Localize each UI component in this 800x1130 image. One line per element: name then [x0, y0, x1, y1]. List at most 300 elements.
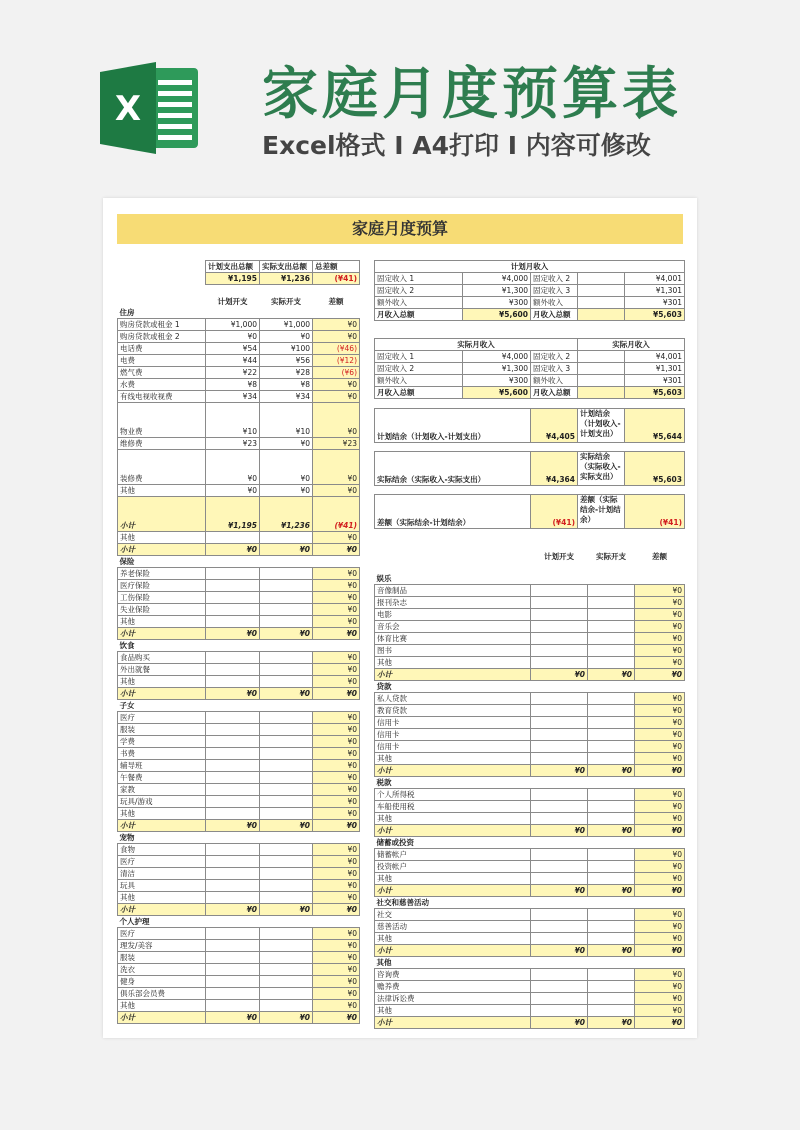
planned-cell[interactable]: ¥0 — [206, 485, 260, 497]
income-value-2[interactable]: ¥5,603 — [625, 309, 685, 321]
actual-cell[interactable] — [588, 933, 635, 945]
difference-cell[interactable]: ¥0 — [635, 1017, 685, 1029]
planned-cell[interactable] — [206, 1000, 260, 1012]
table-row — [118, 712, 360, 724]
actual-cell[interactable] — [588, 873, 635, 885]
actual-cell[interactable]: ¥0 — [588, 669, 635, 681]
difference-cell[interactable]: ¥0 — [313, 820, 360, 832]
difference-cell[interactable]: ¥0 — [635, 765, 685, 777]
difference-cell[interactable]: ¥0 — [635, 849, 685, 861]
actual-cell[interactable] — [260, 712, 313, 724]
actual-cell[interactable]: ¥28 — [260, 367, 313, 379]
difference-cell[interactable]: ¥0 — [635, 741, 685, 753]
difference-cell[interactable]: ¥0 — [635, 789, 685, 801]
actual-cell[interactable] — [588, 729, 635, 741]
row-label: 音乐会 — [375, 621, 531, 633]
actual-cell[interactable] — [588, 621, 635, 633]
planned-cell[interactable]: ¥0 — [206, 688, 260, 700]
actual-cell[interactable] — [588, 609, 635, 621]
planned-cell[interactable] — [531, 633, 588, 645]
table-row — [118, 367, 360, 379]
planned-cell[interactable] — [531, 921, 588, 933]
actual-cell[interactable] — [260, 844, 313, 856]
income-value-2[interactable]: ¥1,301 — [625, 363, 685, 375]
difference-cell[interactable]: ¥0 — [635, 861, 685, 873]
difference-cell[interactable]: ¥0 — [313, 391, 360, 403]
actual-cell[interactable]: ¥0 — [260, 450, 313, 485]
planned-cell[interactable] — [206, 568, 260, 580]
section-title: 其他 — [376, 958, 392, 967]
planned-cell[interactable] — [531, 657, 588, 669]
actual-cell[interactable]: ¥0 — [260, 688, 313, 700]
table-row — [118, 592, 360, 604]
table-row — [375, 729, 685, 741]
actual-cell[interactable] — [588, 1005, 635, 1017]
actual-cell[interactable] — [260, 892, 313, 904]
table-row — [118, 988, 360, 1000]
income-value-2[interactable]: ¥4,001 — [625, 273, 685, 285]
table-row — [118, 1000, 360, 1012]
income-label: 月收入总额 — [375, 387, 463, 399]
actual-cell[interactable]: ¥0 — [260, 438, 313, 450]
income-value[interactable]: ¥1,300 — [463, 285, 531, 297]
difference-cell[interactable]: ¥0 — [313, 748, 360, 760]
planned-cell[interactable] — [531, 849, 588, 861]
row-label: 养老保险 — [118, 568, 206, 580]
planned-cell[interactable] — [206, 652, 260, 664]
income-value-2[interactable]: ¥301 — [625, 297, 685, 309]
actual-cell[interactable] — [260, 868, 313, 880]
planned-cell[interactable]: ¥34 — [206, 391, 260, 403]
difference-cell[interactable]: ¥0 — [313, 485, 360, 497]
actual-cell[interactable] — [260, 532, 313, 544]
actual-cell[interactable] — [588, 633, 635, 645]
difference-cell[interactable]: ¥0 — [313, 379, 360, 391]
difference-cell[interactable]: ¥0 — [635, 717, 685, 729]
difference-cell[interactable]: ¥0 — [635, 705, 685, 717]
balance-value[interactable]: (¥41) — [531, 495, 578, 529]
actual-cell[interactable] — [260, 1000, 313, 1012]
table-row — [375, 609, 685, 621]
actual-cell[interactable] — [260, 988, 313, 1000]
difference-cell[interactable]: ¥0 — [313, 319, 360, 331]
difference-cell[interactable]: ¥0 — [313, 952, 360, 964]
planned-cell[interactable] — [531, 585, 588, 597]
planned-cell[interactable] — [531, 729, 588, 741]
difference-cell[interactable]: ¥0 — [313, 976, 360, 988]
planned-cell[interactable] — [531, 813, 588, 825]
difference-cell[interactable]: ¥0 — [635, 753, 685, 765]
actual-cell[interactable]: ¥0 — [260, 1012, 313, 1024]
difference-cell[interactable]: ¥0 — [635, 873, 685, 885]
actual-cell[interactable] — [588, 597, 635, 609]
planned-cell[interactable] — [531, 981, 588, 993]
planned-cell[interactable] — [206, 952, 260, 964]
planned-cell[interactable] — [206, 748, 260, 760]
difference-cell[interactable]: ¥0 — [313, 760, 360, 772]
section-header-row — [375, 681, 685, 693]
difference-cell[interactable]: ¥0 — [313, 736, 360, 748]
difference-cell[interactable]: ¥0 — [313, 676, 360, 688]
income-value-2[interactable]: ¥5,603 — [625, 387, 685, 399]
planned-cell[interactable] — [206, 592, 260, 604]
actual-cell[interactable]: ¥10 — [260, 403, 313, 438]
actual-cell[interactable] — [260, 652, 313, 664]
planned-cell[interactable] — [531, 741, 588, 753]
difference-cell[interactable]: ¥0 — [635, 801, 685, 813]
difference-cell[interactable]: ¥0 — [635, 669, 685, 681]
planned-cell[interactable]: ¥44 — [206, 355, 260, 367]
planned-cell[interactable] — [206, 928, 260, 940]
difference-cell[interactable]: ¥0 — [313, 403, 360, 438]
planned-cell[interactable] — [206, 808, 260, 820]
difference-cell[interactable]: ¥0 — [313, 331, 360, 343]
difference-cell[interactable]: ¥0 — [635, 981, 685, 993]
table-row — [375, 909, 685, 921]
planned-cell[interactable] — [206, 988, 260, 1000]
actual-cell[interactable]: ¥0 — [588, 885, 635, 897]
planned-cell[interactable]: ¥0 — [531, 765, 588, 777]
planned-cell[interactable] — [531, 909, 588, 921]
actual-cell[interactable] — [260, 664, 313, 676]
actual-cell[interactable] — [588, 789, 635, 801]
planned-cell[interactable] — [206, 856, 260, 868]
difference-cell[interactable]: ¥0 — [313, 652, 360, 664]
actual-cell[interactable] — [588, 585, 635, 597]
planned-cell[interactable] — [206, 796, 260, 808]
actual-cell[interactable] — [588, 849, 635, 861]
planned-cell[interactable] — [206, 772, 260, 784]
actual-cell[interactable]: ¥0 — [588, 825, 635, 837]
actual-cell[interactable]: ¥0 — [588, 945, 635, 957]
planned-cell[interactable] — [531, 789, 588, 801]
difference-cell[interactable]: ¥0 — [313, 856, 360, 868]
actual-cell[interactable] — [260, 796, 313, 808]
planned-cell[interactable] — [206, 880, 260, 892]
planned-cell[interactable] — [531, 705, 588, 717]
planned-cell[interactable]: ¥0 — [206, 820, 260, 832]
difference-cell[interactable]: ¥0 — [635, 1005, 685, 1017]
difference-cell[interactable]: ¥0 — [313, 568, 360, 580]
planned-cell[interactable] — [206, 784, 260, 796]
difference-cell[interactable]: ¥0 — [313, 880, 360, 892]
planned-cell[interactable]: ¥0 — [531, 1017, 588, 1029]
actual-cell[interactable] — [260, 760, 313, 772]
actual-cell[interactable] — [588, 921, 635, 933]
planned-cell[interactable]: ¥23 — [206, 438, 260, 450]
difference-cell[interactable]: ¥0 — [313, 604, 360, 616]
difference-cell[interactable]: ¥0 — [635, 921, 685, 933]
actual-cell[interactable] — [260, 568, 313, 580]
difference-cell[interactable]: ¥0 — [635, 945, 685, 957]
difference-cell[interactable]: ¥0 — [313, 844, 360, 856]
income-row — [375, 363, 685, 375]
section-header-row — [118, 640, 360, 652]
actual-cell[interactable] — [260, 952, 313, 964]
difference-cell[interactable]: ¥0 — [635, 645, 685, 657]
planned-cell[interactable] — [531, 1005, 588, 1017]
difference-cell[interactable]: ¥0 — [313, 664, 360, 676]
difference-cell[interactable]: ¥0 — [313, 868, 360, 880]
difference-cell[interactable]: ¥0 — [313, 580, 360, 592]
difference-cell[interactable]: ¥0 — [313, 964, 360, 976]
planned-cell[interactable] — [531, 753, 588, 765]
planned-cell[interactable]: ¥1,000 — [206, 319, 260, 331]
balance-value-2[interactable]: ¥5,644 — [625, 409, 685, 443]
actual-cell[interactable]: ¥8 — [260, 379, 313, 391]
actual-cell[interactable] — [260, 784, 313, 796]
planned-cell[interactable]: ¥0 — [531, 945, 588, 957]
difference-cell[interactable]: ¥0 — [635, 813, 685, 825]
planned-cell[interactable]: ¥0 — [206, 1012, 260, 1024]
planned-cell[interactable] — [206, 736, 260, 748]
planned-cell[interactable]: ¥10 — [206, 403, 260, 438]
difference-cell[interactable]: ¥0 — [635, 633, 685, 645]
planned-cell[interactable]: ¥0 — [531, 825, 588, 837]
planned-cell[interactable] — [531, 597, 588, 609]
actual-cell[interactable]: ¥0 — [260, 628, 313, 640]
planned-cell[interactable] — [206, 892, 260, 904]
difference-cell[interactable]: ¥0 — [313, 628, 360, 640]
actual-cell[interactable] — [588, 657, 635, 669]
planned-cell[interactable]: ¥22 — [206, 367, 260, 379]
difference-cell[interactable]: ¥0 — [313, 1000, 360, 1012]
table-row — [118, 331, 360, 343]
actual-cell[interactable] — [588, 741, 635, 753]
actual-cell[interactable] — [260, 748, 313, 760]
planned-cell[interactable] — [206, 724, 260, 736]
difference-cell[interactable]: (¥6) — [313, 367, 360, 379]
planned-cell[interactable]: ¥8 — [206, 379, 260, 391]
income-value-2[interactable]: ¥4,001 — [625, 351, 685, 363]
row-label: 报刊杂志 — [375, 597, 531, 609]
section-title: 饮食 — [119, 641, 135, 650]
planned-cell[interactable] — [206, 868, 260, 880]
actual-cell[interactable]: ¥0 — [260, 904, 313, 916]
difference-cell[interactable]: ¥0 — [635, 597, 685, 609]
actual-cell[interactable]: ¥0 — [260, 331, 313, 343]
actual-cell[interactable] — [260, 976, 313, 988]
actual-cell[interactable] — [588, 969, 635, 981]
planned-cell[interactable] — [531, 801, 588, 813]
actual-cell[interactable] — [260, 928, 313, 940]
difference-cell[interactable]: ¥0 — [313, 532, 360, 544]
actual-cell[interactable]: ¥34 — [260, 391, 313, 403]
actual-cell[interactable]: ¥0 — [260, 820, 313, 832]
table-row — [118, 796, 360, 808]
difference-cell[interactable]: ¥0 — [635, 969, 685, 981]
difference-cell[interactable]: ¥0 — [635, 825, 685, 837]
actual-cell[interactable] — [260, 964, 313, 976]
actual-cell[interactable] — [588, 717, 635, 729]
planned-cell[interactable]: ¥1,195 — [206, 497, 260, 532]
actual-cell[interactable] — [260, 736, 313, 748]
row-label: 慈善活动 — [375, 921, 531, 933]
actual-cell[interactable] — [588, 705, 635, 717]
income-value[interactable]: ¥1,300 — [463, 363, 531, 375]
summary-actual-value[interactable]: ¥1,236 — [260, 273, 313, 285]
difference-cell[interactable]: ¥0 — [313, 784, 360, 796]
difference-cell[interactable]: ¥0 — [313, 892, 360, 904]
actual-cell[interactable] — [260, 880, 313, 892]
planned-cell[interactable] — [206, 760, 260, 772]
actual-cell[interactable] — [260, 940, 313, 952]
difference-cell[interactable]: ¥0 — [313, 724, 360, 736]
subtotal-row — [375, 1017, 685, 1029]
planned-cell[interactable]: ¥0 — [206, 628, 260, 640]
difference-cell[interactable]: ¥0 — [313, 544, 360, 556]
section-header-row — [375, 777, 685, 789]
difference-cell[interactable]: ¥0 — [313, 1012, 360, 1024]
difference-cell[interactable]: (¥41) — [313, 497, 360, 532]
planned-cell[interactable] — [206, 844, 260, 856]
difference-cell[interactable]: ¥0 — [313, 928, 360, 940]
subtotal-row — [375, 765, 685, 777]
difference-cell[interactable]: ¥0 — [313, 688, 360, 700]
summary-planned-value[interactable]: ¥1,195 — [206, 273, 260, 285]
actual-cell[interactable] — [260, 724, 313, 736]
row-label: 其他 — [118, 676, 206, 688]
actual-cell[interactable]: ¥56 — [260, 355, 313, 367]
income-value-2[interactable]: ¥301 — [625, 375, 685, 387]
actual-cell[interactable] — [260, 616, 313, 628]
difference-cell[interactable]: ¥0 — [635, 693, 685, 705]
difference-cell[interactable]: (¥46) — [313, 343, 360, 355]
difference-cell[interactable]: ¥0 — [635, 909, 685, 921]
actual-cell[interactable] — [588, 693, 635, 705]
planned-cell[interactable] — [531, 969, 588, 981]
row-label: 失业保险 — [118, 604, 206, 616]
difference-cell[interactable]: ¥0 — [635, 609, 685, 621]
actual-cell[interactable] — [588, 813, 635, 825]
difference-cell[interactable]: ¥0 — [313, 940, 360, 952]
difference-cell[interactable]: ¥0 — [635, 585, 685, 597]
planned-cell[interactable] — [531, 861, 588, 873]
planned-cell[interactable] — [206, 532, 260, 544]
difference-cell[interactable]: ¥0 — [635, 993, 685, 1005]
planned-cell[interactable]: ¥0 — [206, 331, 260, 343]
income-row — [375, 375, 685, 387]
table-row — [118, 724, 360, 736]
planned-cell[interactable] — [206, 664, 260, 676]
actual-cell[interactable] — [260, 808, 313, 820]
row-label: 医疗保险 — [118, 580, 206, 592]
actual-cell[interactable] — [588, 861, 635, 873]
planned-cell[interactable] — [531, 645, 588, 657]
balance-value-2[interactable]: ¥5,603 — [625, 452, 685, 486]
planned-cell[interactable] — [206, 604, 260, 616]
planned-cell[interactable] — [206, 580, 260, 592]
actual-cell[interactable] — [260, 592, 313, 604]
actual-cell[interactable] — [588, 645, 635, 657]
difference-cell[interactable]: ¥0 — [313, 988, 360, 1000]
planned-cell[interactable] — [531, 717, 588, 729]
planned-cell[interactable]: ¥0 — [531, 885, 588, 897]
income-value[interactable]: ¥300 — [463, 297, 531, 309]
planned-cell[interactable] — [206, 676, 260, 688]
income-value[interactable]: ¥4,000 — [463, 273, 531, 285]
actual-cell[interactable] — [588, 993, 635, 1005]
planned-cell[interactable] — [206, 616, 260, 628]
row-label: 社交 — [375, 909, 531, 921]
actual-cell[interactable] — [588, 753, 635, 765]
balance-value-2[interactable]: (¥41) — [625, 495, 685, 529]
difference-cell[interactable]: ¥0 — [313, 772, 360, 784]
planned-cell[interactable] — [206, 976, 260, 988]
planned-cell[interactable] — [531, 933, 588, 945]
actual-cell[interactable] — [260, 772, 313, 784]
actual-cell[interactable]: ¥1,236 — [260, 497, 313, 532]
planned-cell[interactable] — [531, 693, 588, 705]
planned-cell[interactable] — [531, 621, 588, 633]
planned-cell[interactable] — [206, 712, 260, 724]
planned-cell[interactable]: ¥0 — [206, 544, 260, 556]
actual-cell[interactable]: ¥100 — [260, 343, 313, 355]
row-label: 小计 — [118, 688, 206, 700]
income-value[interactable]: ¥300 — [463, 375, 531, 387]
actual-cell[interactable] — [260, 676, 313, 688]
actual-cell[interactable]: ¥0 — [588, 765, 635, 777]
difference-cell[interactable]: ¥0 — [313, 450, 360, 485]
actual-cell[interactable] — [260, 856, 313, 868]
income-value[interactable]: ¥5,600 — [463, 309, 531, 321]
difference-cell[interactable]: ¥0 — [635, 729, 685, 741]
difference-cell[interactable]: ¥0 — [313, 808, 360, 820]
difference-cell[interactable]: ¥0 — [635, 621, 685, 633]
income-value[interactable]: ¥5,600 — [463, 387, 531, 399]
actual-cell[interactable] — [588, 801, 635, 813]
planned-cell[interactable] — [206, 964, 260, 976]
difference-cell[interactable]: ¥0 — [635, 657, 685, 669]
income-label-2: 月收入总额 — [531, 309, 578, 321]
difference-cell[interactable]: ¥0 — [635, 933, 685, 945]
actual-cell[interactable]: ¥0 — [260, 544, 313, 556]
difference-cell[interactable]: ¥0 — [313, 592, 360, 604]
actual-cell[interactable] — [588, 981, 635, 993]
difference-cell[interactable]: ¥0 — [313, 616, 360, 628]
income-value-2[interactable]: ¥1,301 — [625, 285, 685, 297]
actual-cell[interactable] — [260, 604, 313, 616]
planned-cell[interactable] — [531, 873, 588, 885]
summary-diff-value[interactable]: (¥41) — [313, 273, 360, 285]
planned-cell[interactable] — [206, 940, 260, 952]
planned-cell[interactable]: ¥0 — [206, 450, 260, 485]
planned-cell[interactable]: ¥0 — [531, 669, 588, 681]
difference-cell[interactable]: ¥0 — [313, 712, 360, 724]
planned-cell[interactable]: ¥0 — [206, 904, 260, 916]
income-total-row — [375, 387, 685, 399]
actual-cell[interactable]: ¥1,000 — [260, 319, 313, 331]
balance-label-2: 差额（实际结余-计划结余） — [578, 495, 625, 529]
balance-row — [375, 495, 685, 529]
difference-cell[interactable]: (¥12) — [313, 355, 360, 367]
difference-cell[interactable]: ¥0 — [635, 885, 685, 897]
planned-cell[interactable] — [531, 609, 588, 621]
actual-cell[interactable]: ¥0 — [588, 1017, 635, 1029]
planned-cell[interactable] — [531, 993, 588, 1005]
difference-cell[interactable]: ¥0 — [313, 904, 360, 916]
balance-value[interactable]: ¥4,364 — [531, 452, 578, 486]
spacer-cell — [578, 363, 625, 375]
actual-cell[interactable] — [260, 580, 313, 592]
income-value[interactable]: ¥4,000 — [463, 351, 531, 363]
actual-cell[interactable]: ¥0 — [260, 485, 313, 497]
balance-value[interactable]: ¥4,405 — [531, 409, 578, 443]
actual-cell[interactable] — [588, 909, 635, 921]
difference-cell[interactable]: ¥23 — [313, 438, 360, 450]
difference-cell[interactable]: ¥0 — [313, 796, 360, 808]
planned-cell[interactable]: ¥54 — [206, 343, 260, 355]
